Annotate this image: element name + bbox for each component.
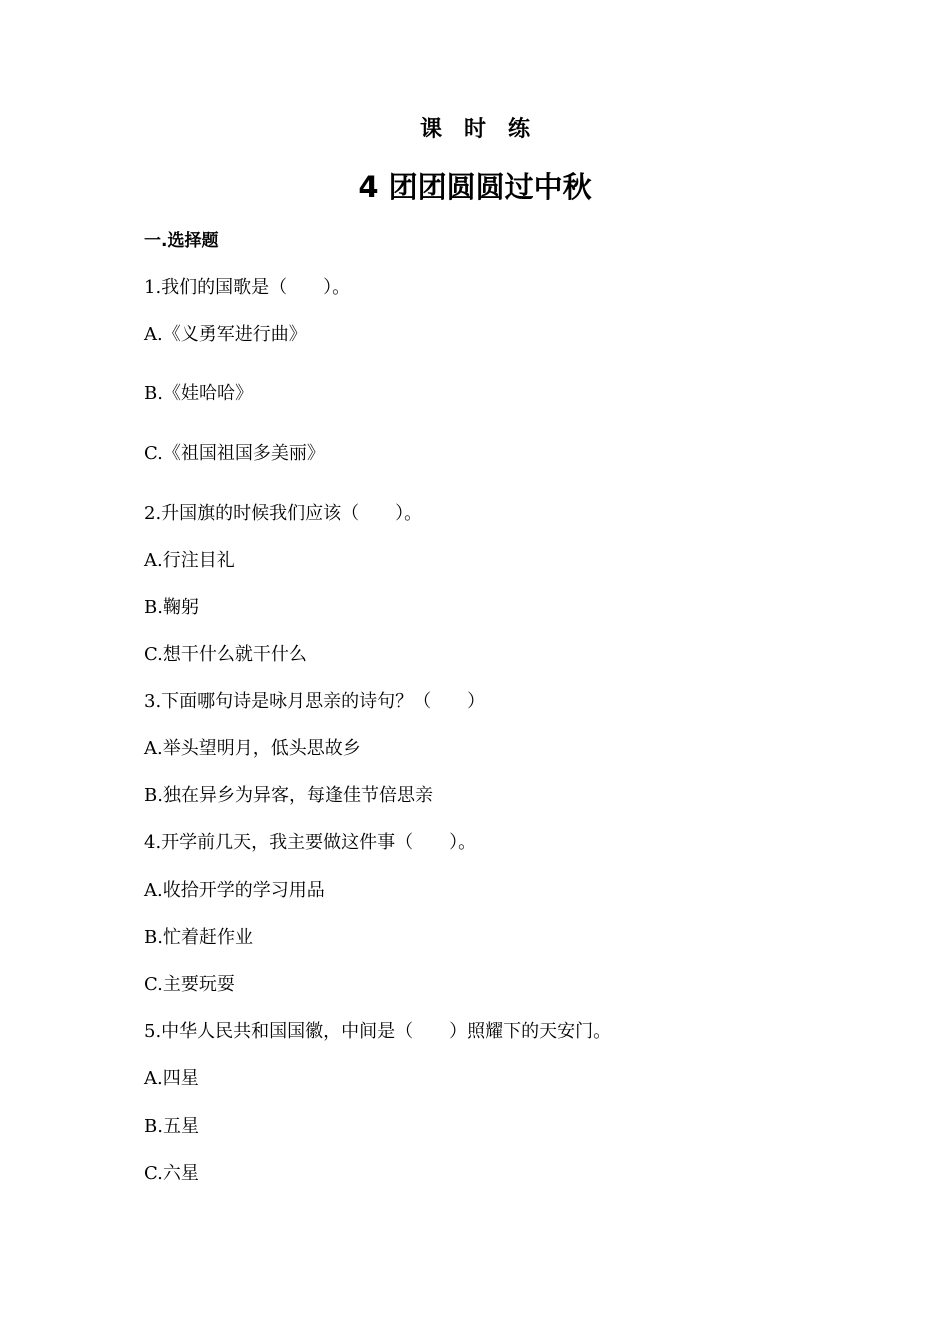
question-1-option-b: B.《娃哈哈》	[144, 383, 253, 404]
question-1-stem: 1.我们的国歌是（ ）。	[144, 277, 351, 298]
question-4-option-b: B.忙着赶作业	[144, 927, 253, 948]
question-2-option-a: A.行注目礼	[144, 550, 235, 571]
question-5-option-a: A.四星	[144, 1068, 199, 1089]
question-1-option-c: C.《祖国祖国多美丽》	[144, 443, 325, 464]
question-3-stem: 3.下面哪句诗是咏月思亲的诗句？（ ）	[144, 691, 486, 712]
question-2-option-b: B.鞠躬	[144, 597, 199, 618]
question-2-stem: 2.升国旗的时候我们应该（ ）。	[144, 503, 423, 524]
lesson-title: 4 团团圆圆过中秋	[358, 170, 592, 204]
question-5-option-c: C.六星	[144, 1163, 199, 1184]
question-3-option-a: A.举头望明月，低头思故乡	[144, 738, 361, 759]
question-4-option-a: A.收拾开学的学习用品	[144, 880, 325, 901]
question-5-option-b: B.五星	[144, 1116, 199, 1137]
question-3-option-b: B.独在异乡为异客，每逢佳节倍思亲	[144, 785, 433, 806]
section-heading: 一.选择题	[144, 231, 219, 251]
question-4-stem: 4.开学前几天，我主要做这件事（ ）。	[144, 832, 477, 853]
question-2-option-c: C.想干什么就干什么	[144, 644, 307, 665]
worksheet-subtitle: 课 时 练	[419, 117, 530, 142]
question-5-stem: 5.中华人民共和国国徽，中间是（ ）照耀下的天安门。	[144, 1021, 612, 1042]
question-1-option-a: A.《义勇军进行曲》	[144, 324, 307, 345]
question-4-option-c: C.主要玩耍	[144, 974, 235, 995]
